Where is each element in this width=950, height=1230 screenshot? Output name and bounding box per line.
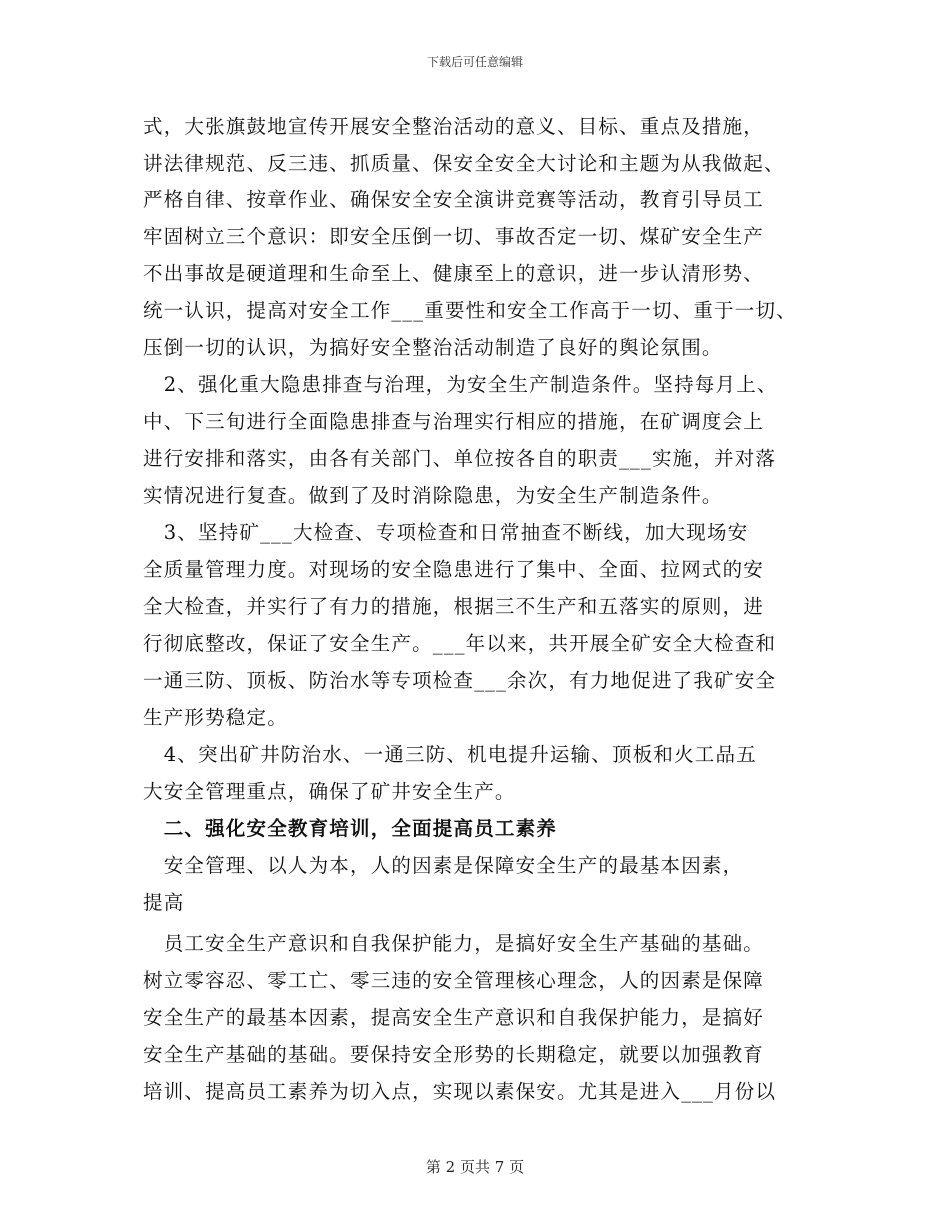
text-line: 4、突出矿井防治水、一通三防、机电提升运输、顶板和火工品五 [143, 743, 757, 766]
text-line: 培训、提高员工素养为切入点，实现以素保安。尤其是进入___月份以 [143, 1080, 777, 1103]
text-line: 进行安排和落实，由各有关部门、单位按各自的职责___实施，并对落 [143, 447, 777, 470]
text-line: 统一认识，提高对安全工作___重要性和安全工作高于一切、重于一切、 [143, 299, 797, 322]
text-line: 安全管理、以人为本，人的因素是保障安全生产的最基本因素， [143, 854, 744, 877]
page-header: 下载后可任意编辑 [426, 55, 523, 69]
text-line: 中、下三旬进行全面隐患排查与治理实行相应的措施，在矿调度会上 [143, 410, 765, 433]
text-line: 全大检查，并实行了有力的措施，根据三不生产和五落实的原则，进 [143, 595, 765, 618]
text-line: 大安全管理重点，确保了矿井安全生产。 [143, 780, 516, 803]
text-line: 严格自律、按章作业、确保安全安全演讲竞赛等活动，教育引导员工 [143, 188, 765, 211]
text-line: 一通三防、顶板、防治水等专项检查___余次，有力地促进了我矿安全 [143, 669, 777, 692]
text-line: 员工安全生产意识和自我保护能力，是搞好安全生产基础的基础。 [143, 932, 765, 955]
text-line: 安全生产的最基本因素，提高安全生产意识和自我保护能力，是搞好 [143, 1006, 765, 1029]
text-line: 式，大张旗鼓地宣传开展安全整治活动的意义、目标、重点及措施， [143, 115, 765, 138]
text-line: 实情况进行复查。做到了及时消除隐患，为安全生产制造条件。 [143, 484, 723, 507]
text-line: 3、坚持矿___大检查、专项检查和日常抽查不断线，加大现场安 [143, 521, 749, 544]
text-line: 不出事故是硬道理和生命至上、健康至上的意识，进一步认清形势、 [143, 262, 765, 285]
text-line: 全质量管理力度。对现场的安全隐患进行了集中、全面、拉网式的安 [143, 558, 765, 581]
text-line: 生产形势稳定。 [143, 706, 288, 729]
text-line: 提高 [143, 891, 185, 914]
text-line: 2、强化重大隐患排查与治理，为安全生产制造条件。坚持每月上、 [143, 373, 778, 396]
text-line: 牢固树立三个意识：即安全压倒一切、事故否定一切、煤矿安全生产 [143, 225, 765, 248]
text-line: 讲法律规范、反三违、抓质量、保安全安全大讨论和主题为从我做起、 [143, 152, 785, 175]
text-line: 压倒一切的认识，为搞好安全整治活动制造了良好的舆论氛围。 [143, 336, 723, 359]
text-line: 安全生产基础的基础。要保持安全形势的长期稳定，就要以加强教育 [143, 1043, 765, 1066]
text-line: 树立零容忍、零工亡、零三违的安全管理核心理念，人的因素是保障 [143, 969, 765, 992]
text-line: 行彻底整改，保证了安全生产。___年以来，共开展全矿安全大检查和 [143, 632, 777, 655]
section-heading: 二、强化安全教育培训，全面提高员工素养 [143, 817, 558, 840]
page-footer: 第 2 页共 7 页 [425, 1158, 525, 1176]
